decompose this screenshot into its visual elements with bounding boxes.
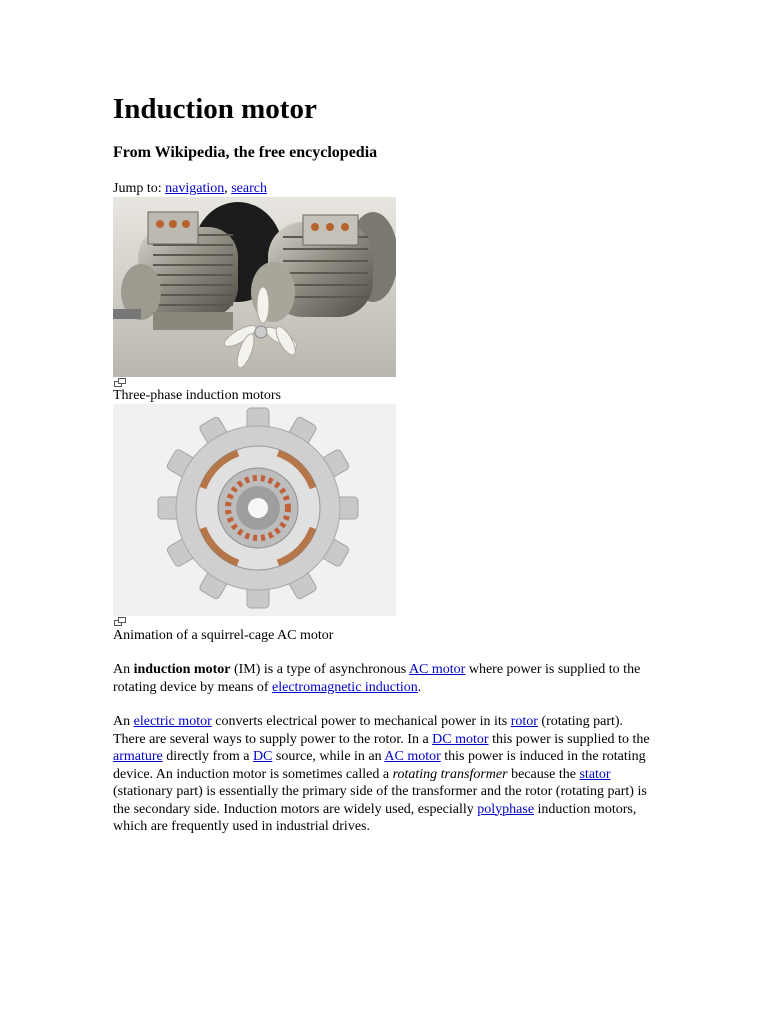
stator-link[interactable]: stator [579, 766, 611, 782]
text: source, while in an [272, 749, 385, 764]
armature-link[interactable]: armature [113, 749, 163, 764]
search-link[interactable]: search [231, 181, 267, 196]
text: (stationary part) is essentially the primary side of the transformer and the rotor (rotating part) is the secondary side. Induction motors are widely used, especially [113, 784, 647, 817]
text: induction motors, which are frequently used in industrial drives. [113, 801, 637, 834]
electric-motor-link[interactable]: electric motor [133, 714, 212, 729]
dc-motor-link[interactable]: DC motor [432, 731, 489, 747]
dc-link[interactable]: DC [252, 749, 273, 764]
enlarge-icon[interactable] [114, 617, 126, 626]
italic-term: rotating transformer [392, 766, 508, 782]
electromagnetic-induction-link[interactable]: electromagnetic induction [272, 679, 418, 695]
ac-motor-link[interactable]: AC motor [384, 749, 441, 764]
page-title: Induction motor [113, 93, 317, 125]
body-paragraph [113, 713, 653, 836]
polyphase-link[interactable]: polyphase [477, 801, 535, 817]
squirrel-cage-animation[interactable] [113, 404, 396, 616]
motors-photo[interactable] [113, 197, 396, 377]
ac-motor-link[interactable]: AC motor [408, 662, 466, 677]
intro-paragraph [113, 661, 653, 696]
navigation-link[interactable]: navigation [165, 181, 225, 196]
text: (rotating part). There are several ways to supply power to the rotor. In a [113, 714, 624, 747]
rotor-link[interactable]: rotor [510, 714, 538, 729]
page-subtitle: From Wikipedia, the free encyclopedia [113, 144, 378, 161]
text: this power is induced in the rotating device. An induction motor is sometimes called a [113, 749, 646, 782]
text: (IM) is a type of asynchronous [230, 662, 409, 677]
jump-links [113, 180, 267, 198]
text: An [113, 714, 134, 729]
enlarge-icon[interactable] [114, 378, 126, 387]
text: An [113, 662, 134, 677]
text: directly from a [162, 749, 253, 764]
figure-caption: Animation of a squirrel-cage AC motor [113, 628, 334, 643]
figure-caption: Three-phase induction motors [113, 388, 281, 403]
text: where power is supplied to the rotating device by means of [113, 662, 641, 695]
jump-separator: , [224, 181, 232, 196]
jump-prefix: Jump to: [113, 181, 166, 196]
bold-term: induction motor [133, 662, 231, 677]
text: converts electrical power to mechanical power in its [211, 714, 511, 729]
text: . [417, 679, 422, 695]
text: this power is supplied to the [488, 731, 650, 747]
text: because the [507, 766, 580, 782]
